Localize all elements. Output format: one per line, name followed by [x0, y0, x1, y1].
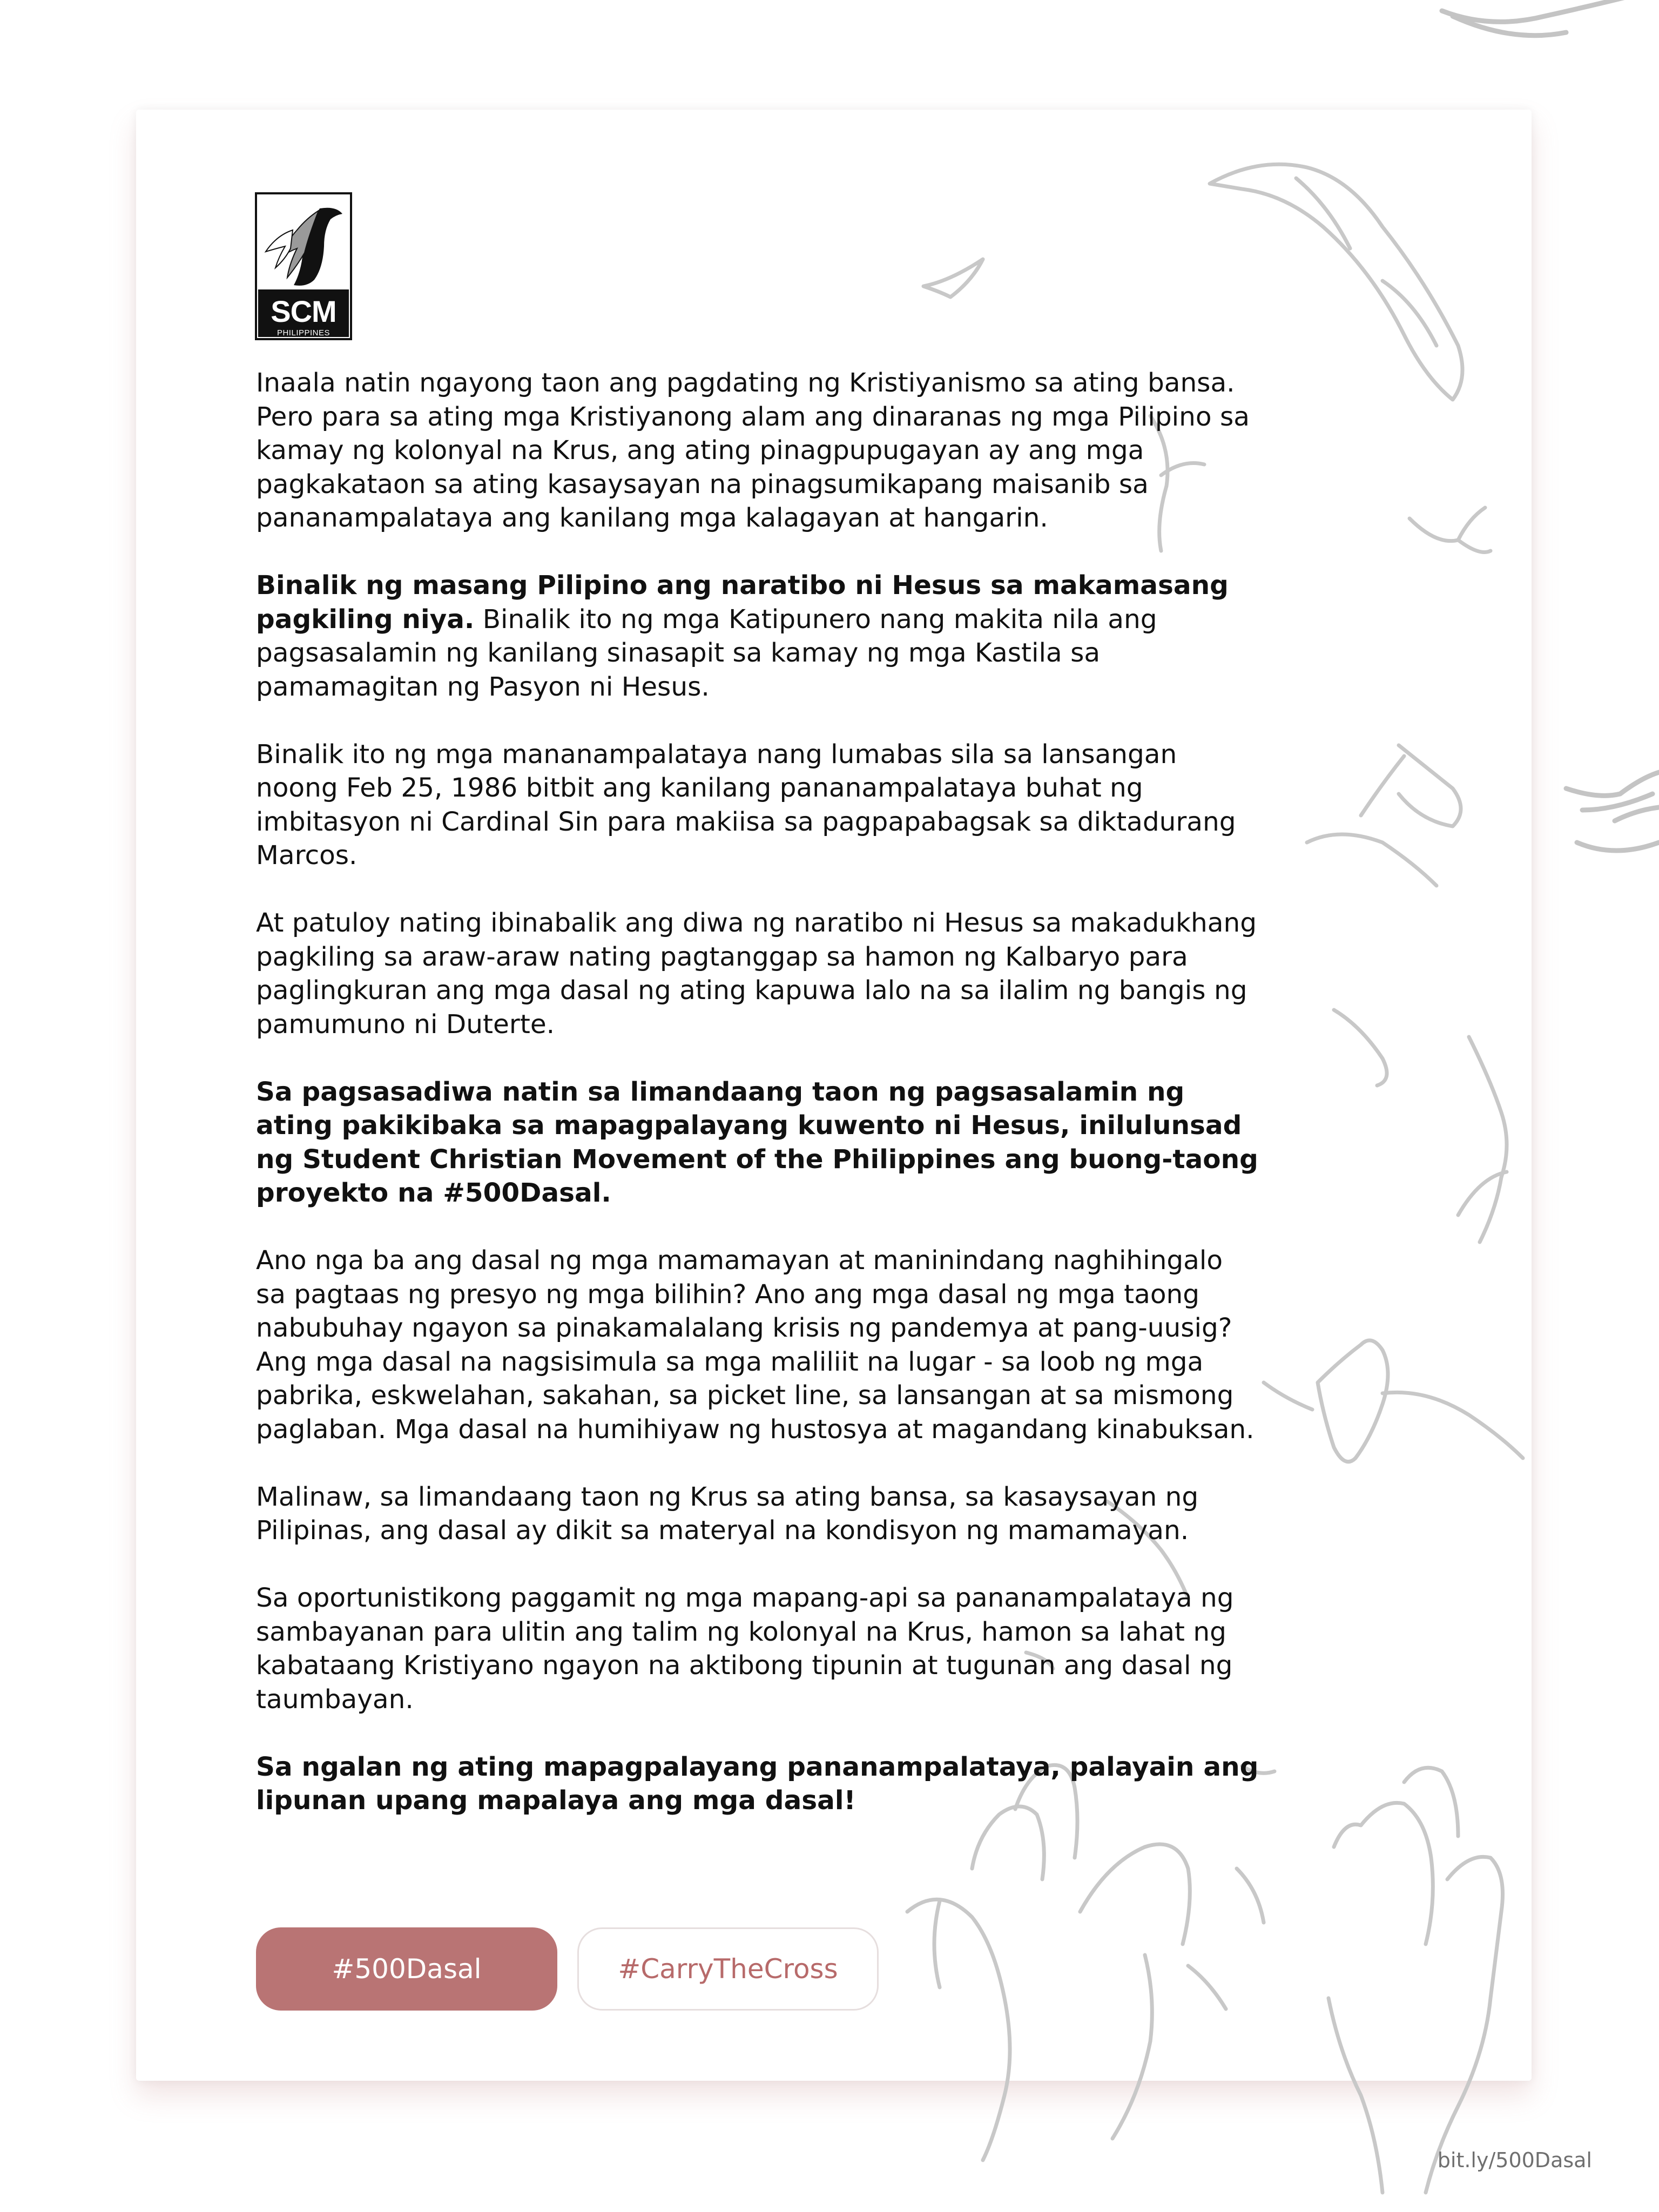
paragraph-5: Sa pagsasadiwa natin sa limandaang taon ng pagsasalamin ng ating pakikibaka sa mapagpalayang kuwento ni Hesus, inilulunsad ng Student Christian Movement of the Philippines ang buong-taong proyekto na #500Dasal. [256, 1076, 1258, 1208]
bird-icon [1442, 0, 1636, 36]
logo-subtitle: PHILIPPINES [276, 328, 331, 338]
bird-icon [1615, 807, 1659, 821]
paragraph-3: Binalik ito ng mga mananampalataya nang lumabas sila sa lansangan noong Feb 25, 1986 bitbit ang kanilang pananampalataya buhat ng imbitasyon ni Cardinal Sin para makiisa sa pagpapabagsak sa diktadurang Marcos. [256, 739, 1236, 871]
letter-body [256, 366, 1260, 1851]
hashtag-carrythecross[interactable]: #CarryTheCross [577, 1927, 879, 2011]
paragraph-4: At patuloy nating ibinabalik ang diwa ng naratibo ni Hesus sa makadukhang pagkiling sa araw-araw nating pagtanggap sa hamon ng Kalbaryo para paglingkuran ang mga dasal ng ating kapuwa lalo na sa ilalim ng bangis ng pamumuno ni Duterte. [256, 908, 1257, 1040]
hashtag-500dasal[interactable]: #500Dasal [256, 1927, 557, 2011]
paragraph-2: Binalik ng masang Pilipino ang naratibo ni Hesus sa makamasang pagkiling niya. Binalik ito ng mga Katipunero nang makita nila ang pagsasalamin ng kanilang sinasapit sa kamay ng mga Kastila sa pamamagitan ng Pasyon ni Hesus. [256, 570, 1229, 702]
paragraph-9: Sa ngalan ng ating mapagpalayang pananampalataya, palayain ang lipunan upang mapalaya ang mga dasal! [256, 1751, 1259, 1816]
scm-philippines-logo [255, 192, 352, 340]
paragraph-7: Malinaw, sa limandaang taon ng Krus sa ating bansa, sa kasaysayan ng Pilipinas, ang dasal ay dikit sa materyal na kondisyon ng mamamayan. [256, 1481, 1199, 1546]
footer-link[interactable]: bit.ly/500Dasal [1437, 2148, 1592, 2172]
paragraph-8: Sa oportunistikong paggamit ng mga mapang-api sa pananampalataya ng sambayanan para ulitin ang talim ng kolonyal na Krus, hamon sa lahat ng kabataang Kristiyano ngayon na aktibong tipunin at tugunan ang dasal ng taumbayan. [256, 1583, 1234, 1715]
bird-icon [1577, 842, 1659, 851]
paragraph-6: Ano nga ba ang dasal ng mga mamamayan at maninindang naghihingalo sa pagtaas ng presyo ng mga bilihin? Ano ang mga dasal ng mga taong nabubuhay ngayon sa pinakamalalang krisis ng pandemya at pang-uusig? Ang mga dasal na nagsisimula sa mga maliliit na lugar - sa loob ng mga pabrika, eskwelahan, sakahan, sa picket line, sa lansangan at sa mismong paglaban. Mga dasal na humihiyaw ng hustosya at magandang kinabuksan. [256, 1245, 1255, 1445]
bird-icon [1566, 772, 1659, 810]
paragraph-1: Inaala natin ngayong taon ang pagdating ng Kristiyanismo sa ating bansa. Pero para sa ating mga Kristiyanong alam ang dinaranas ng mga Pilipino sa kamay ng kolonyal na Krus, ang ating pinagpupugayan ay ang mga pagkakataon sa ating kasaysayan na pinagsumikapang maisanib sa pananampalataya ang kanilang mga kalagayan at hangarin. [256, 368, 1250, 533]
logo-wordmark: SCM [271, 294, 336, 328]
